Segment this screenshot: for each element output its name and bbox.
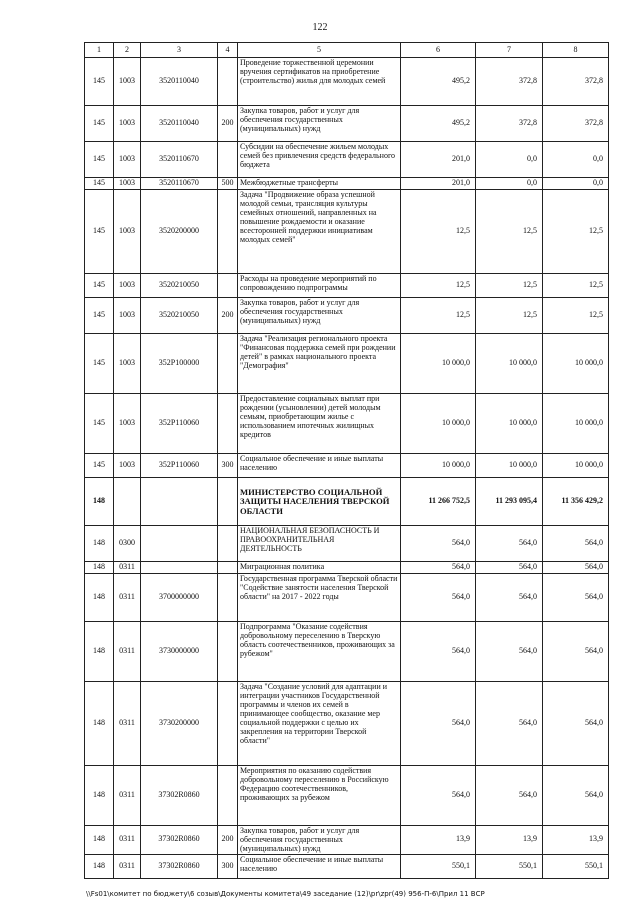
cell-target-article: 3520110040 xyxy=(141,58,218,106)
cell-target-article: 352P110060 xyxy=(141,454,218,478)
cell-amount-col6: 13,9 xyxy=(401,826,476,855)
cell-description: НАЦИОНАЛЬНАЯ БЕЗОПАСНОСТЬ И ПРАВООХРАНИТЕЛЬНАЯ ДЕЯТЕЛЬНОСТЬ xyxy=(238,526,401,562)
cell-admin-code: 145 xyxy=(85,274,114,298)
table-row xyxy=(85,274,609,298)
table-row xyxy=(85,298,609,334)
cell-admin-code: 145 xyxy=(85,142,114,178)
cell-section-code: 0311 xyxy=(114,766,141,826)
cell-amount-col8: 564,0 xyxy=(543,562,609,574)
cell-amount-col7: 564,0 xyxy=(476,766,543,826)
table-row xyxy=(85,394,609,454)
cell-expense-type xyxy=(218,334,238,394)
cell-amount-col7: 10 000,0 xyxy=(476,454,543,478)
table-row xyxy=(85,178,609,190)
page-number: 122 xyxy=(312,22,328,33)
cell-amount-col6: 564,0 xyxy=(401,766,476,826)
footer-file-path: \\Fs01\комитет по бюджету\6 созыв\Документы комитета\49 заседание (12)\pr\zpr(49) 956-П-6\Прил 11 ВСР xyxy=(86,890,485,898)
cell-amount-col6: 201,0 xyxy=(401,142,476,178)
cell-section-code: 1003 xyxy=(114,394,141,454)
cell-section-code: 1003 xyxy=(114,178,141,190)
cell-amount-col8: 13,9 xyxy=(543,826,609,855)
cell-amount-col7: 564,0 xyxy=(476,622,543,682)
cell-section-code: 0311 xyxy=(114,574,141,622)
cell-admin-code: 145 xyxy=(85,298,114,334)
cell-expense-type xyxy=(218,58,238,106)
cell-description: Субсидии на обеспечение жильем молодых семей без привлечения средств федерального бюджета xyxy=(238,142,401,178)
cell-section-code: 1003 xyxy=(114,274,141,298)
cell-amount-col6: 12,5 xyxy=(401,274,476,298)
cell-amount-col8: 12,5 xyxy=(543,298,609,334)
cell-amount-col7: 564,0 xyxy=(476,562,543,574)
cell-description: МИНИСТЕРСТВО СОЦИАЛЬНОЙ ЗАЩИТЫ НАСЕЛЕНИЯ ТВЕРСКОЙ ОБЛАСТИ xyxy=(238,478,401,526)
cell-target-article xyxy=(141,478,218,526)
cell-description: Социальное обеспечение и иные выплаты населению xyxy=(238,454,401,478)
cell-expense-type xyxy=(218,394,238,454)
cell-description: Задача "Реализация регионального проекта "Финансовая поддержка семей при рождении детей" в рамках национального проекта "Демография" xyxy=(238,334,401,394)
cell-amount-col7: 11 293 095,4 xyxy=(476,478,543,526)
cell-amount-col6: 12,5 xyxy=(401,298,476,334)
table-row xyxy=(85,478,609,526)
cell-description: Задача "Создание условий для адаптации и интеграции участников Государственной программы и членов их семей в принимающее сообщество, оказание мер социальной поддержки с целью их закрепления на территории Тверской области" xyxy=(238,682,401,766)
cell-section-code xyxy=(114,478,141,526)
table-row xyxy=(85,682,609,766)
cell-amount-col6: 10 000,0 xyxy=(401,334,476,394)
table-row xyxy=(85,190,609,274)
cell-amount-col6: 550,1 xyxy=(401,854,476,878)
table-row xyxy=(85,454,609,478)
cell-target-article: 3520110040 xyxy=(141,106,218,142)
budget-table xyxy=(84,42,609,879)
cell-target-article: 37302R0860 xyxy=(141,766,218,826)
cell-expense-type xyxy=(218,190,238,274)
cell-admin-code: 148 xyxy=(85,766,114,826)
cell-section-code: 0311 xyxy=(114,682,141,766)
cell-section-code: 1003 xyxy=(114,106,141,142)
cell-amount-col8: 564,0 xyxy=(543,526,609,562)
cell-admin-code: 145 xyxy=(85,334,114,394)
table-row xyxy=(85,106,609,142)
cell-admin-code: 145 xyxy=(85,190,114,274)
cell-admin-code: 148 xyxy=(85,526,114,562)
header-cell: 5 xyxy=(238,43,401,58)
cell-amount-col8: 11 356 429,2 xyxy=(543,478,609,526)
cell-amount-col6: 564,0 xyxy=(401,622,476,682)
cell-amount-col8: 564,0 xyxy=(543,622,609,682)
cell-amount-col8: 564,0 xyxy=(543,766,609,826)
header-cell: 3 xyxy=(141,43,218,58)
cell-target-article: 3730000000 xyxy=(141,622,218,682)
cell-amount-col6: 10 000,0 xyxy=(401,394,476,454)
cell-section-code: 0311 xyxy=(114,622,141,682)
cell-amount-col7: 372,8 xyxy=(476,58,543,106)
cell-amount-col8: 12,5 xyxy=(543,274,609,298)
cell-admin-code: 145 xyxy=(85,58,114,106)
cell-amount-col7: 564,0 xyxy=(476,682,543,766)
cell-section-code: 1003 xyxy=(114,298,141,334)
header-row xyxy=(85,43,609,58)
cell-expense-type xyxy=(218,526,238,562)
cell-amount-col7: 10 000,0 xyxy=(476,334,543,394)
cell-expense-type xyxy=(218,478,238,526)
cell-expense-type xyxy=(218,274,238,298)
cell-description: Проведение торжественной церемонии вручения сертификатов на приобретение (строительство) жилья для молодых семей xyxy=(238,58,401,106)
cell-target-article: 3520110670 xyxy=(141,178,218,190)
cell-description: Закупка товаров, работ и услуг для обеспечения государственных (муниципальных) нужд xyxy=(238,106,401,142)
cell-target-article: 37302R0860 xyxy=(141,826,218,855)
cell-expense-type xyxy=(218,766,238,826)
cell-expense-type xyxy=(218,574,238,622)
table-row xyxy=(85,766,609,826)
cell-amount-col8: 0,0 xyxy=(543,178,609,190)
table-row xyxy=(85,622,609,682)
cell-expense-type: 200 xyxy=(218,826,238,855)
table-row xyxy=(85,826,609,855)
table-row xyxy=(85,562,609,574)
cell-amount-col7: 12,5 xyxy=(476,190,543,274)
cell-amount-col7: 564,0 xyxy=(476,574,543,622)
cell-admin-code: 145 xyxy=(85,394,114,454)
header-cell: 6 xyxy=(401,43,476,58)
cell-amount-col8: 372,8 xyxy=(543,106,609,142)
cell-amount-col7: 13,9 xyxy=(476,826,543,855)
cell-target-article: 37302R0860 xyxy=(141,854,218,878)
header-cell: 2 xyxy=(114,43,141,58)
cell-expense-type xyxy=(218,682,238,766)
cell-amount-col8: 10 000,0 xyxy=(543,334,609,394)
cell-description: Закупка товаров, работ и услуг для обеспечения государственных (муниципальных) нужд xyxy=(238,298,401,334)
cell-description: Миграционная политика xyxy=(238,562,401,574)
cell-expense-type: 200 xyxy=(218,106,238,142)
table-row xyxy=(85,58,609,106)
cell-section-code: 1003 xyxy=(114,190,141,274)
table-row xyxy=(85,854,609,878)
cell-target-article: 352P100000 xyxy=(141,334,218,394)
cell-description: Задача "Продвижение образа успешной молодой семьи, трансляция культуры семейных отношений, направленных на повышение рождаемости и оказание всесторонней поддержки инициативам молодых семей" xyxy=(238,190,401,274)
table-row xyxy=(85,334,609,394)
cell-expense-type: 200 xyxy=(218,298,238,334)
cell-admin-code: 148 xyxy=(85,478,114,526)
cell-amount-col6: 12,5 xyxy=(401,190,476,274)
cell-admin-code: 148 xyxy=(85,854,114,878)
cell-expense-type xyxy=(218,562,238,574)
cell-admin-code: 148 xyxy=(85,682,114,766)
cell-description: Расходы на проведение мероприятий по сопровождению подпрограммы xyxy=(238,274,401,298)
cell-expense-type xyxy=(218,622,238,682)
header-cell: 8 xyxy=(543,43,609,58)
cell-section-code: 0311 xyxy=(114,562,141,574)
cell-amount-col7: 372,8 xyxy=(476,106,543,142)
cell-amount-col8: 10 000,0 xyxy=(543,394,609,454)
header-cell: 7 xyxy=(476,43,543,58)
cell-amount-col6: 564,0 xyxy=(401,526,476,562)
cell-amount-col8: 564,0 xyxy=(543,574,609,622)
cell-amount-col8: 372,8 xyxy=(543,58,609,106)
cell-admin-code: 148 xyxy=(85,622,114,682)
cell-target-article: 3730200000 xyxy=(141,682,218,766)
cell-amount-col6: 564,0 xyxy=(401,682,476,766)
table-row xyxy=(85,526,609,562)
header-cell: 1 xyxy=(85,43,114,58)
cell-target-article xyxy=(141,526,218,562)
cell-description: Социальное обеспечение и иные выплаты населению xyxy=(238,854,401,878)
cell-amount-col6: 495,2 xyxy=(401,106,476,142)
cell-amount-col7: 10 000,0 xyxy=(476,394,543,454)
cell-section-code: 0311 xyxy=(114,826,141,855)
cell-admin-code: 145 xyxy=(85,106,114,142)
cell-amount-col6: 201,0 xyxy=(401,178,476,190)
cell-description: Предоставление социальных выплат при рождении (усыновлении) детей молодым семьям, приобретающим жилье с использованием ипотечных жилищных кредитов xyxy=(238,394,401,454)
cell-amount-col7: 0,0 xyxy=(476,142,543,178)
cell-target-article: 3520110670 xyxy=(141,142,218,178)
cell-amount-col7: 12,5 xyxy=(476,274,543,298)
cell-section-code: 1003 xyxy=(114,142,141,178)
cell-target-article xyxy=(141,562,218,574)
header-cell: 4 xyxy=(218,43,238,58)
cell-target-article: 352P110060 xyxy=(141,394,218,454)
cell-description: Закупка товаров, работ и услуг для обеспечения государственных (муниципальных) нужд xyxy=(238,826,401,855)
cell-amount-col8: 10 000,0 xyxy=(543,454,609,478)
cell-amount-col7: 12,5 xyxy=(476,298,543,334)
cell-amount-col6: 564,0 xyxy=(401,562,476,574)
cell-target-article: 3520200000 xyxy=(141,190,218,274)
cell-section-code: 1003 xyxy=(114,58,141,106)
cell-amount-col6: 11 266 752,5 xyxy=(401,478,476,526)
cell-amount-col8: 0,0 xyxy=(543,142,609,178)
cell-amount-col7: 0,0 xyxy=(476,178,543,190)
cell-section-code: 1003 xyxy=(114,334,141,394)
cell-target-article: 3520210050 xyxy=(141,274,218,298)
cell-admin-code: 145 xyxy=(85,178,114,190)
cell-amount-col6: 495,2 xyxy=(401,58,476,106)
cell-expense-type: 300 xyxy=(218,454,238,478)
cell-amount-col8: 564,0 xyxy=(543,682,609,766)
cell-section-code: 1003 xyxy=(114,454,141,478)
cell-target-article: 3700000000 xyxy=(141,574,218,622)
cell-description: Подпрограмма "Оказание содействия добровольному переселению в Тверскую область соотечественников, проживающих за рубежом" xyxy=(238,622,401,682)
cell-admin-code: 145 xyxy=(85,454,114,478)
cell-description: Государственная программа Тверской области "Содействие занятости населения Тверской области" на 2017 - 2022 годы xyxy=(238,574,401,622)
cell-amount-col7: 550,1 xyxy=(476,854,543,878)
cell-section-code: 0300 xyxy=(114,526,141,562)
table-row xyxy=(85,142,609,178)
cell-admin-code: 148 xyxy=(85,562,114,574)
cell-admin-code: 148 xyxy=(85,574,114,622)
cell-amount-col6: 564,0 xyxy=(401,574,476,622)
cell-amount-col7: 564,0 xyxy=(476,526,543,562)
cell-description: Межбюджетные трансферты xyxy=(238,178,401,190)
cell-expense-type xyxy=(218,142,238,178)
cell-section-code: 0311 xyxy=(114,854,141,878)
cell-description: Мероприятия по оказанию содействия добровольному переселению в Российскую Федерацию соотечественников, проживающих за рубежом xyxy=(238,766,401,826)
cell-target-article: 3520210050 xyxy=(141,298,218,334)
cell-expense-type: 500 xyxy=(218,178,238,190)
cell-admin-code: 148 xyxy=(85,826,114,855)
cell-amount-col6: 10 000,0 xyxy=(401,454,476,478)
cell-amount-col8: 550,1 xyxy=(543,854,609,878)
table-row xyxy=(85,574,609,622)
cell-expense-type: 300 xyxy=(218,854,238,878)
cell-amount-col8: 12,5 xyxy=(543,190,609,274)
